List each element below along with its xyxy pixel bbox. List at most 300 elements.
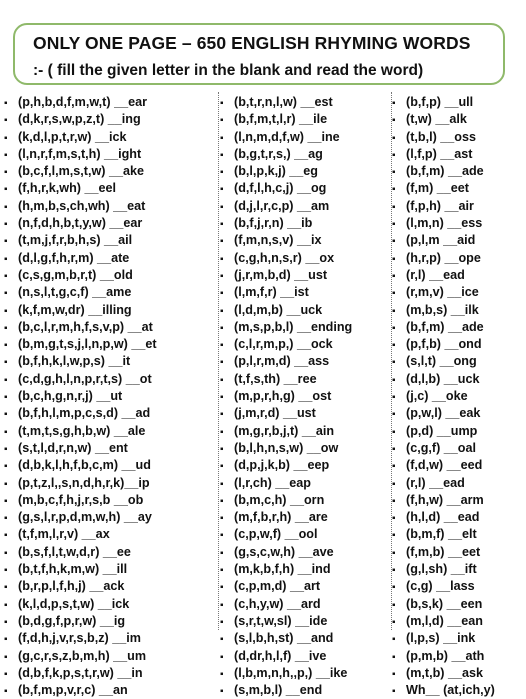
rhyme-item-text: (b,g,t,r,s,) __ag (234, 146, 323, 161)
rhyme-item-text: (d,b,k,l,h,f,b,c,m) __ud (18, 458, 151, 473)
bullet-icon: ▪ (220, 461, 224, 473)
bullet-icon: ▪ (220, 288, 224, 300)
bullet-icon: ▪ (4, 288, 8, 300)
rhyme-item-text: (d,l,g,f,h,r,m) __ate (18, 250, 130, 265)
list-item (220, 163, 392, 180)
list-item (4, 457, 214, 474)
rhyme-item-text: (l,p,s) __ink (406, 631, 476, 646)
bullet-icon: ▪ (4, 167, 8, 179)
bullet-icon: ▪ (220, 478, 224, 490)
rhyme-item-text: (d,f,l,h,c,j) __og (234, 181, 327, 196)
list-item (4, 665, 214, 682)
rhyme-item-text: (d,k,r,s,w,p,z,t) __ing (18, 112, 141, 127)
list-item (4, 302, 214, 319)
bullet-icon: ▪ (392, 651, 396, 663)
list-item (220, 665, 392, 682)
rhyme-item-text: (c,d,g,h,l,n,p,r,t,s) __ot (18, 371, 152, 386)
list-item (4, 578, 214, 595)
list-item (4, 215, 214, 232)
bullet-icon: ▪ (4, 599, 8, 611)
list-item (4, 146, 214, 163)
bullet-icon: ▪ (220, 184, 224, 196)
rhyme-item-text: (g,l,sh) __ift (406, 562, 477, 577)
bullet-icon: ▪ (220, 219, 224, 231)
list-item (392, 578, 522, 595)
rhyme-item-text: (k,d,l,p,t,r,w) __ick (18, 129, 127, 144)
bullet-icon: ▪ (4, 426, 8, 438)
bullet-icon: ▪ (392, 132, 396, 144)
list-item (392, 475, 522, 492)
list-item (220, 509, 392, 526)
bullet-icon: ▪ (220, 149, 224, 161)
list-item (220, 613, 392, 630)
bullet-icon: ▪ (392, 201, 396, 213)
bullet-icon: ▪ (4, 253, 8, 265)
rhyme-item-text: (j,m,r,d) __ust (234, 406, 316, 421)
list-item (220, 630, 392, 647)
list-item (4, 111, 214, 128)
rhyme-item-text: (j,c) __oke (406, 389, 468, 404)
list-item (392, 682, 522, 699)
bullet-icon: ▪ (392, 668, 396, 680)
list-item (392, 146, 522, 163)
rhyme-item-text: (l,b,m,n,h,,p,) __ike (234, 665, 348, 680)
rhyme-item-text: (l,n,r,f,m,s,t,h) __ight (18, 146, 142, 161)
list-item (220, 578, 392, 595)
list-item (4, 163, 214, 180)
list-item (4, 492, 214, 509)
bullet-icon: ▪ (220, 132, 224, 144)
list-item (220, 544, 392, 561)
bullet-icon: ▪ (4, 340, 8, 352)
list-item (220, 596, 392, 613)
list-item (4, 353, 214, 370)
bullet-icon: ▪ (4, 132, 8, 144)
rhyme-item-text: (c,p,m,d) __art (234, 579, 321, 594)
bullet-icon: ▪ (220, 426, 224, 438)
list-item (220, 302, 392, 319)
bullet-icon: ▪ (4, 236, 8, 248)
list-item (4, 94, 214, 111)
bullet-icon: ▪ (4, 149, 8, 161)
list-item (220, 146, 392, 163)
list-item (392, 250, 522, 267)
bullet-icon: ▪ (4, 495, 8, 507)
bullet-icon: ▪ (4, 616, 8, 628)
bullet-icon: ▪ (4, 547, 8, 559)
page-title: ONLY ONE PAGE – 650 ENGLISH RHYMING WORDS (33, 33, 471, 53)
list-item (4, 284, 214, 301)
bullet-icon: ▪ (4, 478, 8, 490)
bullet-icon: ▪ (392, 236, 396, 248)
rhyme-item-text: (b,m,g,t,s,j,l,n,p,w) __et (18, 337, 157, 352)
bullet-icon: ▪ (220, 495, 224, 507)
list-item (220, 336, 392, 353)
list-item (4, 388, 214, 405)
list-item (220, 440, 392, 457)
bullet-icon: ▪ (220, 305, 224, 317)
rhyme-item-text: (b,f,m) __ade (406, 319, 484, 334)
list-item (220, 526, 392, 543)
rhyme-item-text: (s,r,t,w,sl) __ide (234, 613, 328, 628)
bullet-icon: ▪ (392, 495, 396, 507)
rhyme-item-text: (b,c,l,r,m,h,f,s,v,p) __at (18, 319, 153, 334)
list-item (220, 682, 392, 699)
list-item (392, 526, 522, 543)
bullet-icon: ▪ (220, 582, 224, 594)
bullet-icon: ▪ (392, 322, 396, 334)
bullet-icon: ▪ (220, 599, 224, 611)
rhyme-item-text: (p,t,z,l,,s,n,d,h,r,k)__ip (18, 475, 150, 490)
rhyme-item-text: (k,f,m,w,dr) __illing (18, 302, 132, 317)
rhyme-item-text: (h,r,p) __ope (406, 250, 481, 265)
list-item (220, 94, 392, 111)
list-item (4, 180, 214, 197)
bullet-icon: ▪ (4, 582, 8, 594)
rhyme-column-2 (220, 94, 392, 699)
bullet-icon: ▪ (220, 236, 224, 248)
rhyme-item-text: (f,m,n,s,v) __ix (234, 233, 322, 248)
list-item (4, 319, 214, 336)
rhyme-item-text: (t,f,s,th) __ree (234, 371, 317, 386)
rhyme-item-text: (j,r,m,b,d) __ust (234, 267, 328, 282)
rhyme-item-text: (b,l,p,k,j) __eg (234, 164, 318, 179)
list-item (4, 682, 214, 699)
rhyme-item-text: (c,l,r,m,p,) __ock (234, 337, 333, 352)
list-item (392, 371, 522, 388)
rhyme-item-text: (m,l,d) __ean (406, 613, 483, 628)
bullet-icon: ▪ (4, 668, 8, 680)
bullet-icon: ▪ (220, 340, 224, 352)
list-item (392, 648, 522, 665)
bullet-icon: ▪ (392, 184, 396, 196)
bullet-icon: ▪ (220, 167, 224, 179)
rhyme-item-text: (l,d,m,b) __uck (234, 302, 323, 317)
rhyme-item-text: (b,f,h,l,m,p,c,s,d) __ad (18, 406, 151, 421)
rhyme-item-text: (p,d) __ump (406, 423, 478, 438)
list-item (392, 561, 522, 578)
rhyme-item-text: (b,f,j,r,n) __ib (234, 216, 313, 231)
rhyme-item-text: (p,m,b) __ath (406, 648, 485, 663)
list-item (220, 648, 392, 665)
list-item (220, 457, 392, 474)
rhyme-item-text: (m,g,r,b,j,t) __ain (234, 423, 335, 438)
rhyme-item-text: (b,f,p) __ull (406, 95, 474, 109)
rhyme-item-text: (d,p,j,k,b) __eep (234, 458, 330, 473)
rhyme-item-text: (b,l,h,n,s,w) __ow (234, 440, 339, 455)
list-item (4, 596, 214, 613)
rhyme-item-text: (d,b,f,k,p,s,t,r,w) __in (18, 665, 143, 680)
bullet-icon: ▪ (4, 115, 8, 127)
bullet-icon: ▪ (4, 305, 8, 317)
rhyme-item-text: (b,f,m,p,v,r,c) __an (18, 683, 128, 698)
bullet-icon: ▪ (392, 599, 396, 611)
rhyme-item-text: (b,m,f) __elt (406, 527, 477, 542)
list-item (392, 596, 522, 613)
rhyme-item-text: (b,t,f,h,k,m,w) __ill (18, 562, 128, 577)
rhyme-item-text: (c,g,h,n,s,r) __ox (234, 250, 335, 265)
list-item (4, 648, 214, 665)
rhyme-item-text: (f,m,b) __eet (406, 544, 481, 559)
rhyme-item-text: (r,l) __ead (406, 267, 465, 282)
bullet-icon: ▪ (392, 115, 396, 127)
bullet-icon: ▪ (4, 98, 8, 109)
bullet-icon: ▪ (220, 547, 224, 559)
rhyme-item-text: (g,s,c,w,h) __ave (234, 544, 334, 559)
bullet-icon: ▪ (392, 357, 396, 369)
bullet-icon: ▪ (4, 201, 8, 213)
list-item (4, 526, 214, 543)
bullet-icon: ▪ (392, 98, 396, 109)
bullet-icon: ▪ (220, 357, 224, 369)
list-item (220, 111, 392, 128)
rhyme-item-text: (c,p,w,f) __ool (234, 527, 318, 542)
bullet-icon: ▪ (392, 167, 396, 179)
list-item (220, 405, 392, 422)
list-item (220, 198, 392, 215)
rhyme-item-text: (m,b,s) __ilk (406, 302, 479, 317)
rhyme-item-text: (f,m) __eet (406, 181, 469, 196)
rhyme-item-text: (n,s,l,t,g,c,f) __ame (18, 285, 132, 300)
rhyme-item-text: (l,m,f,r) __ist (234, 285, 309, 300)
column-divider (218, 92, 219, 630)
list-item (4, 613, 214, 630)
rhyme-item-text: (f,h,r,k,wh) __eel (18, 181, 116, 196)
bullet-icon: ▪ (392, 149, 396, 161)
rhyme-item-text: (p,f,b) __ond (406, 337, 482, 352)
list-item (4, 405, 214, 422)
list-item (392, 544, 522, 561)
rhyme-item-text: (b,d,g,f,p,r,w) __ig (18, 613, 126, 628)
list-item (220, 267, 392, 284)
list-item (392, 492, 522, 509)
bullet-icon: ▪ (392, 547, 396, 559)
bullet-icon: ▪ (392, 392, 396, 404)
bullet-icon: ▪ (392, 340, 396, 352)
bullet-icon: ▪ (392, 686, 396, 698)
list-item (220, 492, 392, 509)
rhyme-item-text: (p,l,r,m,d) __ass (234, 354, 330, 369)
bullet-icon: ▪ (4, 409, 8, 421)
bullet-icon: ▪ (220, 616, 224, 628)
bullet-icon: ▪ (4, 357, 8, 369)
bullet-icon: ▪ (220, 201, 224, 213)
bullet-icon: ▪ (392, 426, 396, 438)
list-item (392, 267, 522, 284)
bullet-icon: ▪ (220, 530, 224, 542)
list-item (220, 561, 392, 578)
bullet-icon: ▪ (4, 392, 8, 404)
rhyme-item-text: (f,d,h,j,v,r,s,b,z) __im (18, 631, 141, 646)
bullet-icon: ▪ (4, 686, 8, 698)
rhyme-item-text: (g,s,l,r,p,d,m,w,h) __ay (18, 510, 152, 525)
bullet-icon: ▪ (220, 409, 224, 421)
rhyme-item-text: (m,f,b,r,h) __are (234, 510, 328, 525)
bullet-icon: ▪ (4, 461, 8, 473)
bullet-icon: ▪ (392, 374, 396, 386)
rhyme-item-text: (b,f,m,t,l,r) __ile (234, 112, 328, 127)
bullet-icon: ▪ (4, 651, 8, 663)
rhyme-item-text: (b,s,k) __een (406, 596, 483, 611)
bullet-icon: ▪ (392, 305, 396, 317)
rhyme-item-text: (c,g) __lass (406, 579, 475, 594)
list-item (4, 267, 214, 284)
rhyme-item-text: (p,l,m __aid (406, 233, 476, 248)
bullet-icon: ▪ (220, 686, 224, 698)
rhyme-item-text: (m,b,c,f,h,j,r,s,b __ob (18, 492, 144, 507)
rhyme-item-text: (b,f,m) __ade (406, 164, 484, 179)
bullet-icon: ▪ (4, 270, 8, 282)
bullet-icon: ▪ (220, 651, 224, 663)
bullet-icon: ▪ (220, 270, 224, 282)
bullet-icon: ▪ (220, 443, 224, 455)
rhyme-item-text: (p,h,b,d,f,m,w,t) __ear (18, 95, 147, 109)
bullet-icon: ▪ (4, 184, 8, 196)
list-item (392, 353, 522, 370)
list-item (4, 129, 214, 146)
list-item (4, 336, 214, 353)
rhyme-item-text: (t,m,j,f,r,b,h,s) __ail (18, 233, 133, 248)
list-item (392, 111, 522, 128)
rhyme-item-text: Wh__ (at,ich,y) (406, 683, 495, 698)
bullet-icon: ▪ (220, 565, 224, 577)
rhyme-item-text: (d,l,b) __uck (406, 371, 480, 386)
list-item (4, 371, 214, 388)
rhyme-item-text: (b,f,h,k,l,w,p,s) __it (18, 354, 131, 369)
rhyme-item-text: (b,c,f,l,m,s,t,w) __ake (18, 164, 144, 179)
rhyme-item-text: (b,m,c,h) __orn (234, 492, 325, 507)
rhyme-item-text: (c,g,f) __oal (406, 440, 476, 455)
rhyme-item-text: (s,l,t) __ong (406, 354, 477, 369)
bullet-icon: ▪ (220, 115, 224, 127)
list-item (392, 509, 522, 526)
rhyme-item-text: (f,p,h) __air (406, 198, 474, 213)
list-item (4, 561, 214, 578)
bullet-icon: ▪ (392, 530, 396, 542)
bullet-icon: ▪ (392, 478, 396, 490)
list-item (392, 440, 522, 457)
bullet-icon: ▪ (392, 565, 396, 577)
rhyme-item-text: (h,l,d) __ead (406, 510, 480, 525)
list-item (392, 198, 522, 215)
list-item (392, 284, 522, 301)
bullet-icon: ▪ (220, 513, 224, 525)
list-item (392, 163, 522, 180)
list-item (220, 371, 392, 388)
rhyme-item-text: (p,w,l) __eak (406, 406, 481, 421)
list-item (392, 388, 522, 405)
bullet-icon: ▪ (4, 513, 8, 525)
bullet-icon: ▪ (392, 253, 396, 265)
bullet-icon: ▪ (4, 565, 8, 577)
list-item (220, 250, 392, 267)
list-item (392, 319, 522, 336)
bullet-icon: ▪ (220, 374, 224, 386)
list-item (392, 232, 522, 249)
list-item (220, 319, 392, 336)
bullet-icon: ▪ (392, 409, 396, 421)
list-item (4, 630, 214, 647)
list-item (392, 405, 522, 422)
list-item (4, 423, 214, 440)
bullet-icon: ▪ (4, 219, 8, 231)
rhyme-item-text: (b,c,h,g,n,r,j) __ut (18, 389, 123, 404)
list-item (392, 336, 522, 353)
rhyme-item-text: (m,t,b) __ask (406, 665, 483, 680)
rhyme-item-text: (l,n,m,d,f,w) __ine (234, 129, 340, 144)
rhyme-item-text: (b,t,r,n,l,w) __est (234, 95, 333, 109)
rhyme-item-text: (c,h,y,w) __ard (234, 596, 321, 611)
rhyme-column-3 (392, 94, 522, 699)
list-item (392, 215, 522, 232)
list-item (220, 388, 392, 405)
rhyme-item-text: (s,m,b,l) __end (234, 683, 323, 698)
bullet-icon: ▪ (4, 634, 8, 646)
rhyme-item-text: (c,s,g,m,b,r,t) __old (18, 267, 133, 282)
page-subtitle: :- ( fill the given letter in the blank and read the word) (33, 62, 424, 79)
list-item (220, 284, 392, 301)
list-item (4, 198, 214, 215)
rhyme-item-text: (k,l,d,p,s,t,w) __ick (18, 596, 130, 611)
rhyme-item-text: (h,m,b,s,ch,wh) __eat (18, 198, 146, 213)
rhyme-item-text: (l,f,p) __ast (406, 146, 473, 161)
bullet-icon: ▪ (392, 219, 396, 231)
list-item (392, 630, 522, 647)
bullet-icon: ▪ (392, 513, 396, 525)
list-item (220, 129, 392, 146)
list-item (392, 94, 522, 111)
bullet-icon: ▪ (220, 98, 224, 109)
list-item (4, 232, 214, 249)
list-item (4, 544, 214, 561)
list-item (220, 232, 392, 249)
rhyme-item-text: (l,r,ch) __eap (234, 475, 311, 490)
list-item (392, 180, 522, 197)
list-item (392, 129, 522, 146)
bullet-icon: ▪ (220, 392, 224, 404)
rhyme-item-text: (d,dr,h,l,f) __ive (234, 648, 327, 663)
rhyme-item-text: (b,s,f,l,t,w,d,r) __ee (18, 544, 131, 559)
bullet-icon: ▪ (220, 253, 224, 265)
list-item (392, 613, 522, 630)
bullet-icon: ▪ (392, 443, 396, 455)
list-item (220, 475, 392, 492)
bullet-icon: ▪ (220, 634, 224, 646)
bullet-icon: ▪ (392, 634, 396, 646)
bullet-icon: ▪ (4, 322, 8, 334)
list-item (220, 215, 392, 232)
rhyme-item-text: (m,k,b,f,h) __ind (234, 562, 331, 577)
rhyme-item-text: (t,w) __alk (406, 112, 467, 127)
rhyme-item-text: (r,m,v) __ice (406, 285, 479, 300)
header-box (13, 23, 505, 85)
bullet-icon: ▪ (392, 288, 396, 300)
rhyme-item-text: (s,l,b,h,st) __and (234, 631, 334, 646)
bullet-icon: ▪ (4, 374, 8, 386)
list-item (220, 180, 392, 197)
rhyme-item-text: (m,s,p,b,l) __ending (234, 319, 353, 334)
list-item (392, 423, 522, 440)
list-item (4, 509, 214, 526)
rhyme-item-text: (t,m,t,s,g,h,b,w) __ale (18, 423, 146, 438)
rhyme-item-text: (m,p,r,h,g) __ost (234, 389, 332, 404)
rhyme-item-text: (t,f,m,l,r,v) __ax (18, 527, 110, 542)
rhyme-item-text: (t,b,l) __oss (406, 129, 476, 144)
rhyme-item-text: (s,t,l,d,r,n,w) __ent (18, 440, 128, 455)
list-item (392, 457, 522, 474)
rhyme-column-1 (4, 94, 214, 699)
rhyme-item-text: (n,f,d,h,b,t,y,w) __ear (18, 216, 143, 231)
